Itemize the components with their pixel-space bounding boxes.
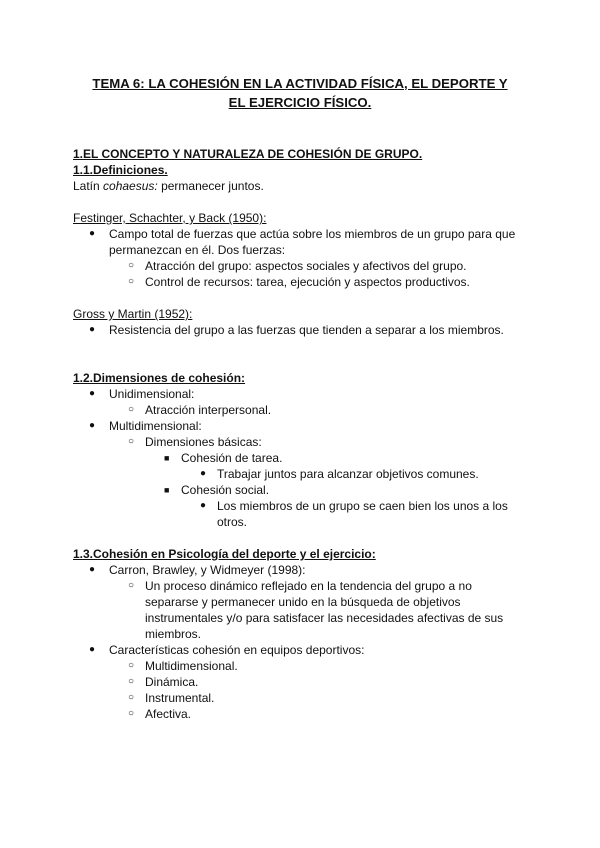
title-line-1: TEMA 6: LA COHESIÓN EN LA ACTIVIDAD FÍSICA, EL DEPORTE Y xyxy=(92,76,508,91)
bullet-disc: ● xyxy=(200,500,207,511)
festinger-bullet-line-1: Campo total de fuerzas que actúa sobre los miembros de un grupo para que xyxy=(109,227,516,241)
latin-prefix: Latín xyxy=(73,179,104,193)
cohesion-social-sub-line-2: otros. xyxy=(217,515,248,529)
bullet-circle: ○ xyxy=(128,708,135,719)
bullet-disc: ● xyxy=(89,388,96,399)
bullet-disc: ● xyxy=(89,564,96,575)
carron-sub-line-1: Un proceso dinámico reflejado en la tendencia del grupo a no xyxy=(145,579,472,593)
caracteristica-afectiva: Afectiva. xyxy=(145,707,192,721)
section-1-heading: 1.EL CONCEPTO Y NATURALEZA DE COHESIÓN DE GRUPO. xyxy=(73,147,423,161)
festinger-source: Festinger, Schachter, y Back (1950): xyxy=(73,211,267,225)
caracteristica-instrumental: Instrumental. xyxy=(145,691,215,705)
bullet-square: ■ xyxy=(164,485,170,495)
bullet-circle: ○ xyxy=(128,404,135,415)
latin-word: cohaesus: xyxy=(103,179,158,193)
latin-definition xyxy=(73,178,264,194)
subsection-1-3-heading: 1.3.Cohesión en Psicología del deporte y el ejercicio: xyxy=(73,547,376,561)
carron-sub-line-2: separarse y permanecer unido en la búsqueda de objetivos xyxy=(145,595,461,609)
gross-source: Gross y Martin (1952): xyxy=(73,307,193,321)
subsection-1-2-heading: 1.2.Dimensiones de cohesión: xyxy=(73,371,246,385)
bullet-disc: ● xyxy=(89,324,96,335)
multidimensional: Multidimensional: xyxy=(109,419,202,433)
unidimensional: Unidimensional: xyxy=(109,387,195,401)
latin-meaning: permanecer juntos. xyxy=(157,179,264,193)
caracteristicas: Características cohesión en equipos deportivos: xyxy=(109,643,365,657)
bullet-disc: ● xyxy=(89,644,96,655)
bullet-circle: ○ xyxy=(128,436,135,447)
title-line-2: EL EJERCICIO FÍSICO. xyxy=(228,95,372,110)
cohesion-tarea: Cohesión de tarea. xyxy=(181,451,283,465)
cohesion-social: Cohesión social. xyxy=(181,483,270,497)
bullet-circle: ○ xyxy=(128,676,135,687)
carron-source: Carron, Brawley, y Widmeyer (1998): xyxy=(109,563,306,577)
caracteristica-multidimensional: Multidimensional. xyxy=(145,659,238,673)
bullet-disc: ● xyxy=(89,420,96,431)
bullet-circle: ○ xyxy=(128,692,135,703)
bullet-circle: ○ xyxy=(128,660,135,671)
bullet-disc: ● xyxy=(89,228,96,239)
gross-bullet: Resistencia del grupo a las fuerzas que tienden a separar a los miembros. xyxy=(109,323,504,337)
festinger-bullet-line-2: permanezcan en él. Dos fuerzas: xyxy=(109,243,286,257)
subsection-1-1-heading: 1.1.Definiciones. xyxy=(73,163,168,177)
bullet-circle: ○ xyxy=(128,580,135,591)
carron-sub-line-3: instrumentales y/o para satisfacer las necesidades afectivas de sus xyxy=(145,611,504,625)
unidimensional-sub: Atracción interpersonal. xyxy=(145,403,272,417)
bullet-circle: ○ xyxy=(128,276,135,287)
festinger-sub-1: Atracción del grupo: aspectos sociales y afectivos del grupo. xyxy=(145,259,467,273)
carron-sub-line-4: miembros. xyxy=(145,627,202,641)
bullet-square: ■ xyxy=(164,453,170,463)
bullet-disc: ● xyxy=(200,468,207,479)
cohesion-social-sub-line-1: Los miembros de un grupo se caen bien los unos a los xyxy=(217,499,508,513)
cohesion-tarea-sub: Trabajar juntos para alcanzar objetivos comunes. xyxy=(217,467,479,481)
document-title xyxy=(60,74,540,112)
festinger-sub-2: Control de recursos: tarea, ejecución y aspectos productivos. xyxy=(145,275,470,289)
caracteristica-dinamica: Dinámica. xyxy=(145,675,199,689)
dimensiones-basicas: Dimensiones básicas: xyxy=(145,435,262,449)
bullet-circle: ○ xyxy=(128,260,135,271)
